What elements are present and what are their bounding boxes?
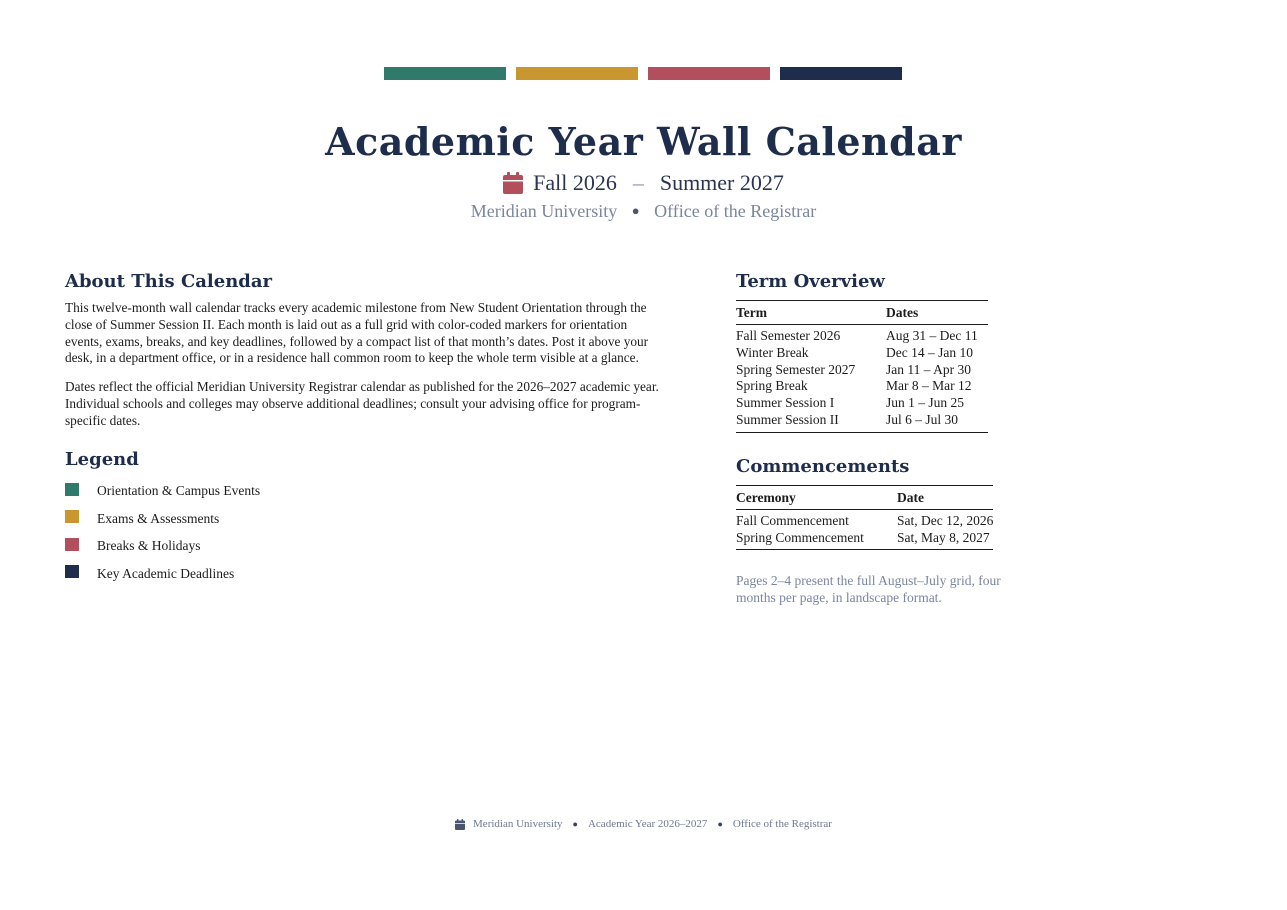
legend-item-exams [65,505,665,533]
left-column [65,270,665,588]
pages-note: Pages 2–4 present the full August–July grid, four months per page, in landscape format. [736,573,1001,606]
term-cell: Fall Semester 2026 [736,328,841,343]
ceremony-cell: Fall Commencement [736,512,849,528]
legend-swatch-deadlines [65,565,79,578]
page-title: Academic Year Wall Calendar [325,119,962,164]
table-row [736,362,988,379]
date-cell: Sat, May 8, 2027 [897,529,990,545]
table-row [736,345,988,362]
term-end: Summer 2027 [659,170,784,195]
footer-university: Meridian University [473,818,563,830]
table-row [736,509,993,529]
legend-label: Key Academic Deadlines [97,565,235,581]
calendar-icon [503,172,523,194]
bullet-separator: ● [631,203,640,218]
legend-item-orientation [65,478,665,506]
term-range [0,169,1287,197]
about-heading: About This Calendar [65,271,273,292]
legend-label: Orientation & Campus Events [97,483,261,499]
term-cell: Summer Session I [736,395,835,411]
term-cell: Summer Session II [736,411,839,427]
dates-cell: Jun 1 – Jun 25 [886,395,965,411]
about-paragraph-1: This twelve-month wall calendar tracks every academic milestone from New Student Orientation through the close of Summer Session II. Each month is laid out as a full grid with color-coded markers for orientation events, exams, breaks, and key deadlines, followed by a compact list of that month’s dates. Post it above your desk, in a department office, or in a residence hall common room to keep the whole term visible at a glance. [65,300,649,366]
legend-list [65,478,665,588]
table-header-row [736,485,993,509]
commencements-table [736,485,993,551]
commencements-heading: Commencements [736,455,910,477]
bullet-separator: ● [572,819,578,829]
color-bar-orientation [384,67,506,80]
bullet-separator: ● [717,819,723,829]
legend-item-breaks [65,533,665,561]
color-bar-breaks [648,67,770,80]
table-row [736,395,988,412]
column-header-dates: Dates [886,301,988,325]
term-cell: Spring Break [736,378,808,394]
page-header [0,118,1287,225]
university-name: Meridian University [470,201,618,221]
footer-year: Academic Year 2026–2027 [587,818,708,830]
page-footer [0,818,1287,830]
footer-office: Office of the Registrar [732,818,832,830]
dates-cell: Jan 11 – Apr 30 [886,361,971,377]
legend-label: Breaks & Holidays [97,538,201,554]
term-overview-heading: Term Overview [736,271,885,292]
term-start: Fall 2026 [533,170,617,195]
legend-swatch-exams [65,510,79,523]
column-header-term: Term [736,301,886,325]
dates-cell: Aug 31 – Dec 11 [886,328,978,343]
legend-heading: Legend [65,448,139,470]
table-row [736,325,988,345]
dates-cell: Mar 8 – Mar 12 [886,378,972,394]
legend-swatch-orientation [65,483,79,496]
table-row [736,378,988,395]
dates-cell: Jul 6 – Jul 30 [886,411,959,427]
header-meta [0,199,1287,225]
table-header-row [736,301,988,325]
term-separator: – [632,170,644,195]
column-header-ceremony: Ceremony [736,485,897,509]
office-name: Office of the Registrar [654,201,817,221]
column-header-date: Date [897,485,993,509]
dates-cell: Dec 14 – Jan 10 [886,344,973,360]
term-overview-table [736,300,988,433]
legend-label: Exams & Assessments [97,510,220,526]
term-cell: Winter Break [736,344,809,360]
calendar-icon [455,819,465,830]
table-row [736,412,988,432]
about-paragraph-2: Dates reflect the official Meridian University Registrar calendar as published for the 2026–2027 academic year. Individual schools and colleges may observe additional deadlines; consult your advising office for program-specific dates. [65,379,659,428]
date-cell: Sat, Dec 12, 2026 [897,512,994,528]
term-cell: Spring Semester 2027 [736,361,856,377]
legend-item-deadlines [65,560,665,588]
table-row [736,530,993,550]
color-bar-deadlines [780,67,902,80]
ceremony-cell: Spring Commencement [736,529,864,545]
legend-swatch-breaks [65,538,79,551]
color-bar-exams [516,67,638,80]
color-bars [384,67,902,80]
right-column [736,270,1036,606]
